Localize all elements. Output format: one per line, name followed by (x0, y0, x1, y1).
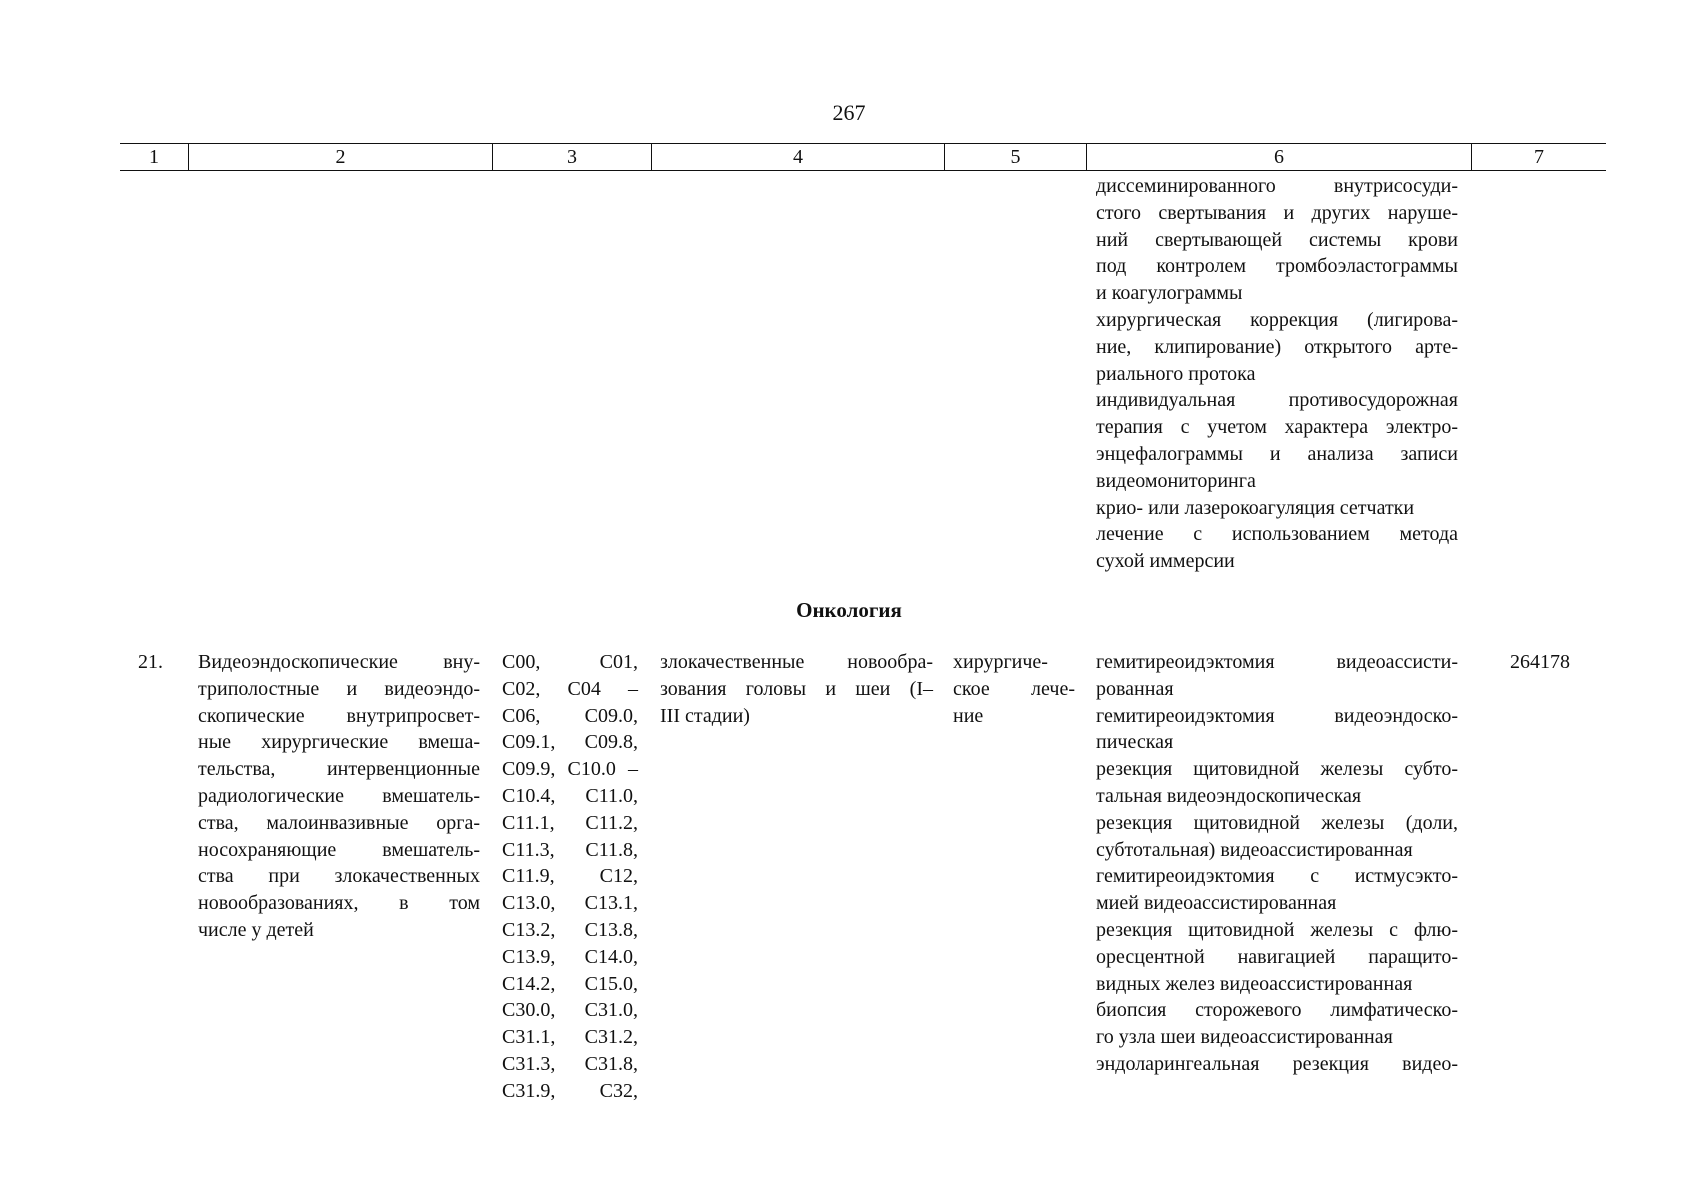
text-line: сухой иммерсии (1096, 550, 1235, 573)
text-line: и коагулограммы (1096, 282, 1243, 305)
text-line: ние (953, 704, 984, 727)
text-line: ское лече- (953, 677, 1075, 700)
text-line: зования головы и шеи (I– (660, 677, 933, 700)
text-line: C11.3, C11.8, (502, 838, 638, 861)
text-line: мией видеоассистированная (1096, 892, 1337, 915)
text-line: C09.1, C09.8, (502, 731, 638, 754)
text-line: гемитиреоидэктомия видеоассисти- (1096, 651, 1458, 673)
text-line: Видеоэндоскопические вну- (198, 651, 480, 673)
text-line: ний свертывающей системы крови (1096, 228, 1458, 251)
patient-model (660, 649, 933, 729)
column-header-4: 4 (651, 144, 944, 170)
text-line: диссеминированного внутрисосуди- (1096, 175, 1458, 197)
text-line: терапия с учетом характера электро- (1096, 416, 1458, 439)
text-line: тальная видеоэндоскопическая (1096, 784, 1362, 807)
text-line: носохраняющие вмешатель- (198, 838, 480, 861)
treatment-type (953, 649, 1075, 729)
column-header-6: 6 (1086, 144, 1471, 170)
text-line: под контролем тромбоэластограммы (1096, 255, 1458, 278)
text-line: ные хирургические вмеша- (198, 731, 480, 754)
cost-value: 264178 (1510, 651, 1570, 673)
text-line: энцефалограммы и анализа записи (1096, 442, 1458, 465)
text-line: C31.1, C31.2, (502, 1026, 638, 1049)
text-line: резекция щитовидной железы (доли, (1096, 811, 1458, 834)
text-line: субтотальная) видеоассистированная (1096, 838, 1413, 861)
page-number: 267 (832, 100, 866, 125)
text-line: хирургиче- (953, 651, 1048, 673)
text-line: тельства, интервенционные (198, 758, 480, 781)
text-line: C31.3, C31.8, (502, 1052, 638, 1075)
column-header-7: 7 (1471, 144, 1606, 170)
text-line: скопические внутрипросвет- (198, 704, 480, 727)
text-line: C13.0, C13.1, (502, 892, 638, 915)
column-header-1: 1 (149, 146, 159, 168)
text-line: радиологические вмешатель- (198, 784, 480, 807)
text-line: гемитиреоидэктомия видеоэндоско- (1096, 704, 1458, 727)
text-line: C06, C09.0, (502, 704, 638, 727)
column-header-2: 2 (188, 144, 492, 170)
text-line: III стадии) (660, 704, 750, 727)
text-line: индивидуальная противосудорожная (1096, 389, 1458, 412)
text-line: пическая (1096, 731, 1174, 754)
intervention-description (198, 649, 480, 944)
text-line: лечение с использованием метода (1096, 523, 1458, 546)
text-line: стого свертывания и других наруше- (1096, 201, 1458, 224)
text-line: C02, C04 – (502, 677, 638, 700)
text-line: C13.2, C13.8, (502, 918, 638, 941)
text-line: хирургическая коррекция (лигирова- (1096, 308, 1458, 331)
text-line: видных желез видеоассистированная (1096, 972, 1413, 995)
text-line: гемитиреоидэктомия с истмусэкто- (1096, 865, 1458, 888)
icd-codes (502, 649, 638, 1105)
text-line: C11.9, C12, (502, 865, 638, 888)
text-line: C14.2, C15.0, (502, 972, 638, 995)
text-line: рованная (1096, 677, 1174, 700)
text-line: C10.4, C11.0, (502, 784, 638, 807)
text-line: C30.0, C31.0, (502, 999, 638, 1022)
treatment-methods (1096, 649, 1458, 1078)
text-line: C09.9, C10.0 – (502, 758, 638, 781)
text-line: эндоларингеальная резекция видео- (1096, 1052, 1458, 1075)
text-line: биопсия сторожевого лимфатическо- (1096, 999, 1458, 1022)
continued-treatment-methods (1096, 173, 1458, 575)
text-line: риального протока (1096, 362, 1256, 385)
text-line: крио- или лазерокоагуляция сетчатки (1096, 496, 1415, 519)
text-line: видеомониторинга (1096, 469, 1256, 492)
text-line: C31.9, C32, (502, 1079, 638, 1102)
text-line: ства, малоинвазивные орга- (198, 811, 480, 834)
section-title: Онкология (796, 598, 902, 622)
text-line: C11.1, C11.2, (502, 811, 638, 834)
text-line: оресцентной навигацией паращито- (1096, 945, 1458, 968)
text-line: C13.9, C14.0, (502, 945, 638, 968)
table-header-row (120, 143, 1606, 171)
text-line: ства при злокачественных (198, 865, 480, 888)
text-line: числе у детей (198, 918, 314, 941)
text-line: триполостные и видеоэндо- (198, 677, 480, 700)
text-line: новообразованиях, в том (198, 892, 480, 915)
text-line: ние, клипирование) открытого арте- (1096, 335, 1458, 358)
text-line: C00, C01, (502, 651, 638, 673)
column-header-3: 3 (492, 144, 651, 170)
row-number: 21. (138, 651, 163, 673)
text-line: го узла шеи видеоассистированная (1096, 1026, 1393, 1049)
column-header-5: 5 (944, 144, 1086, 170)
text-line: резекция щитовидной железы с флю- (1096, 918, 1458, 941)
text-line: злокачественные новообра- (660, 651, 933, 673)
text-line: резекция щитовидной железы субто- (1096, 758, 1458, 781)
